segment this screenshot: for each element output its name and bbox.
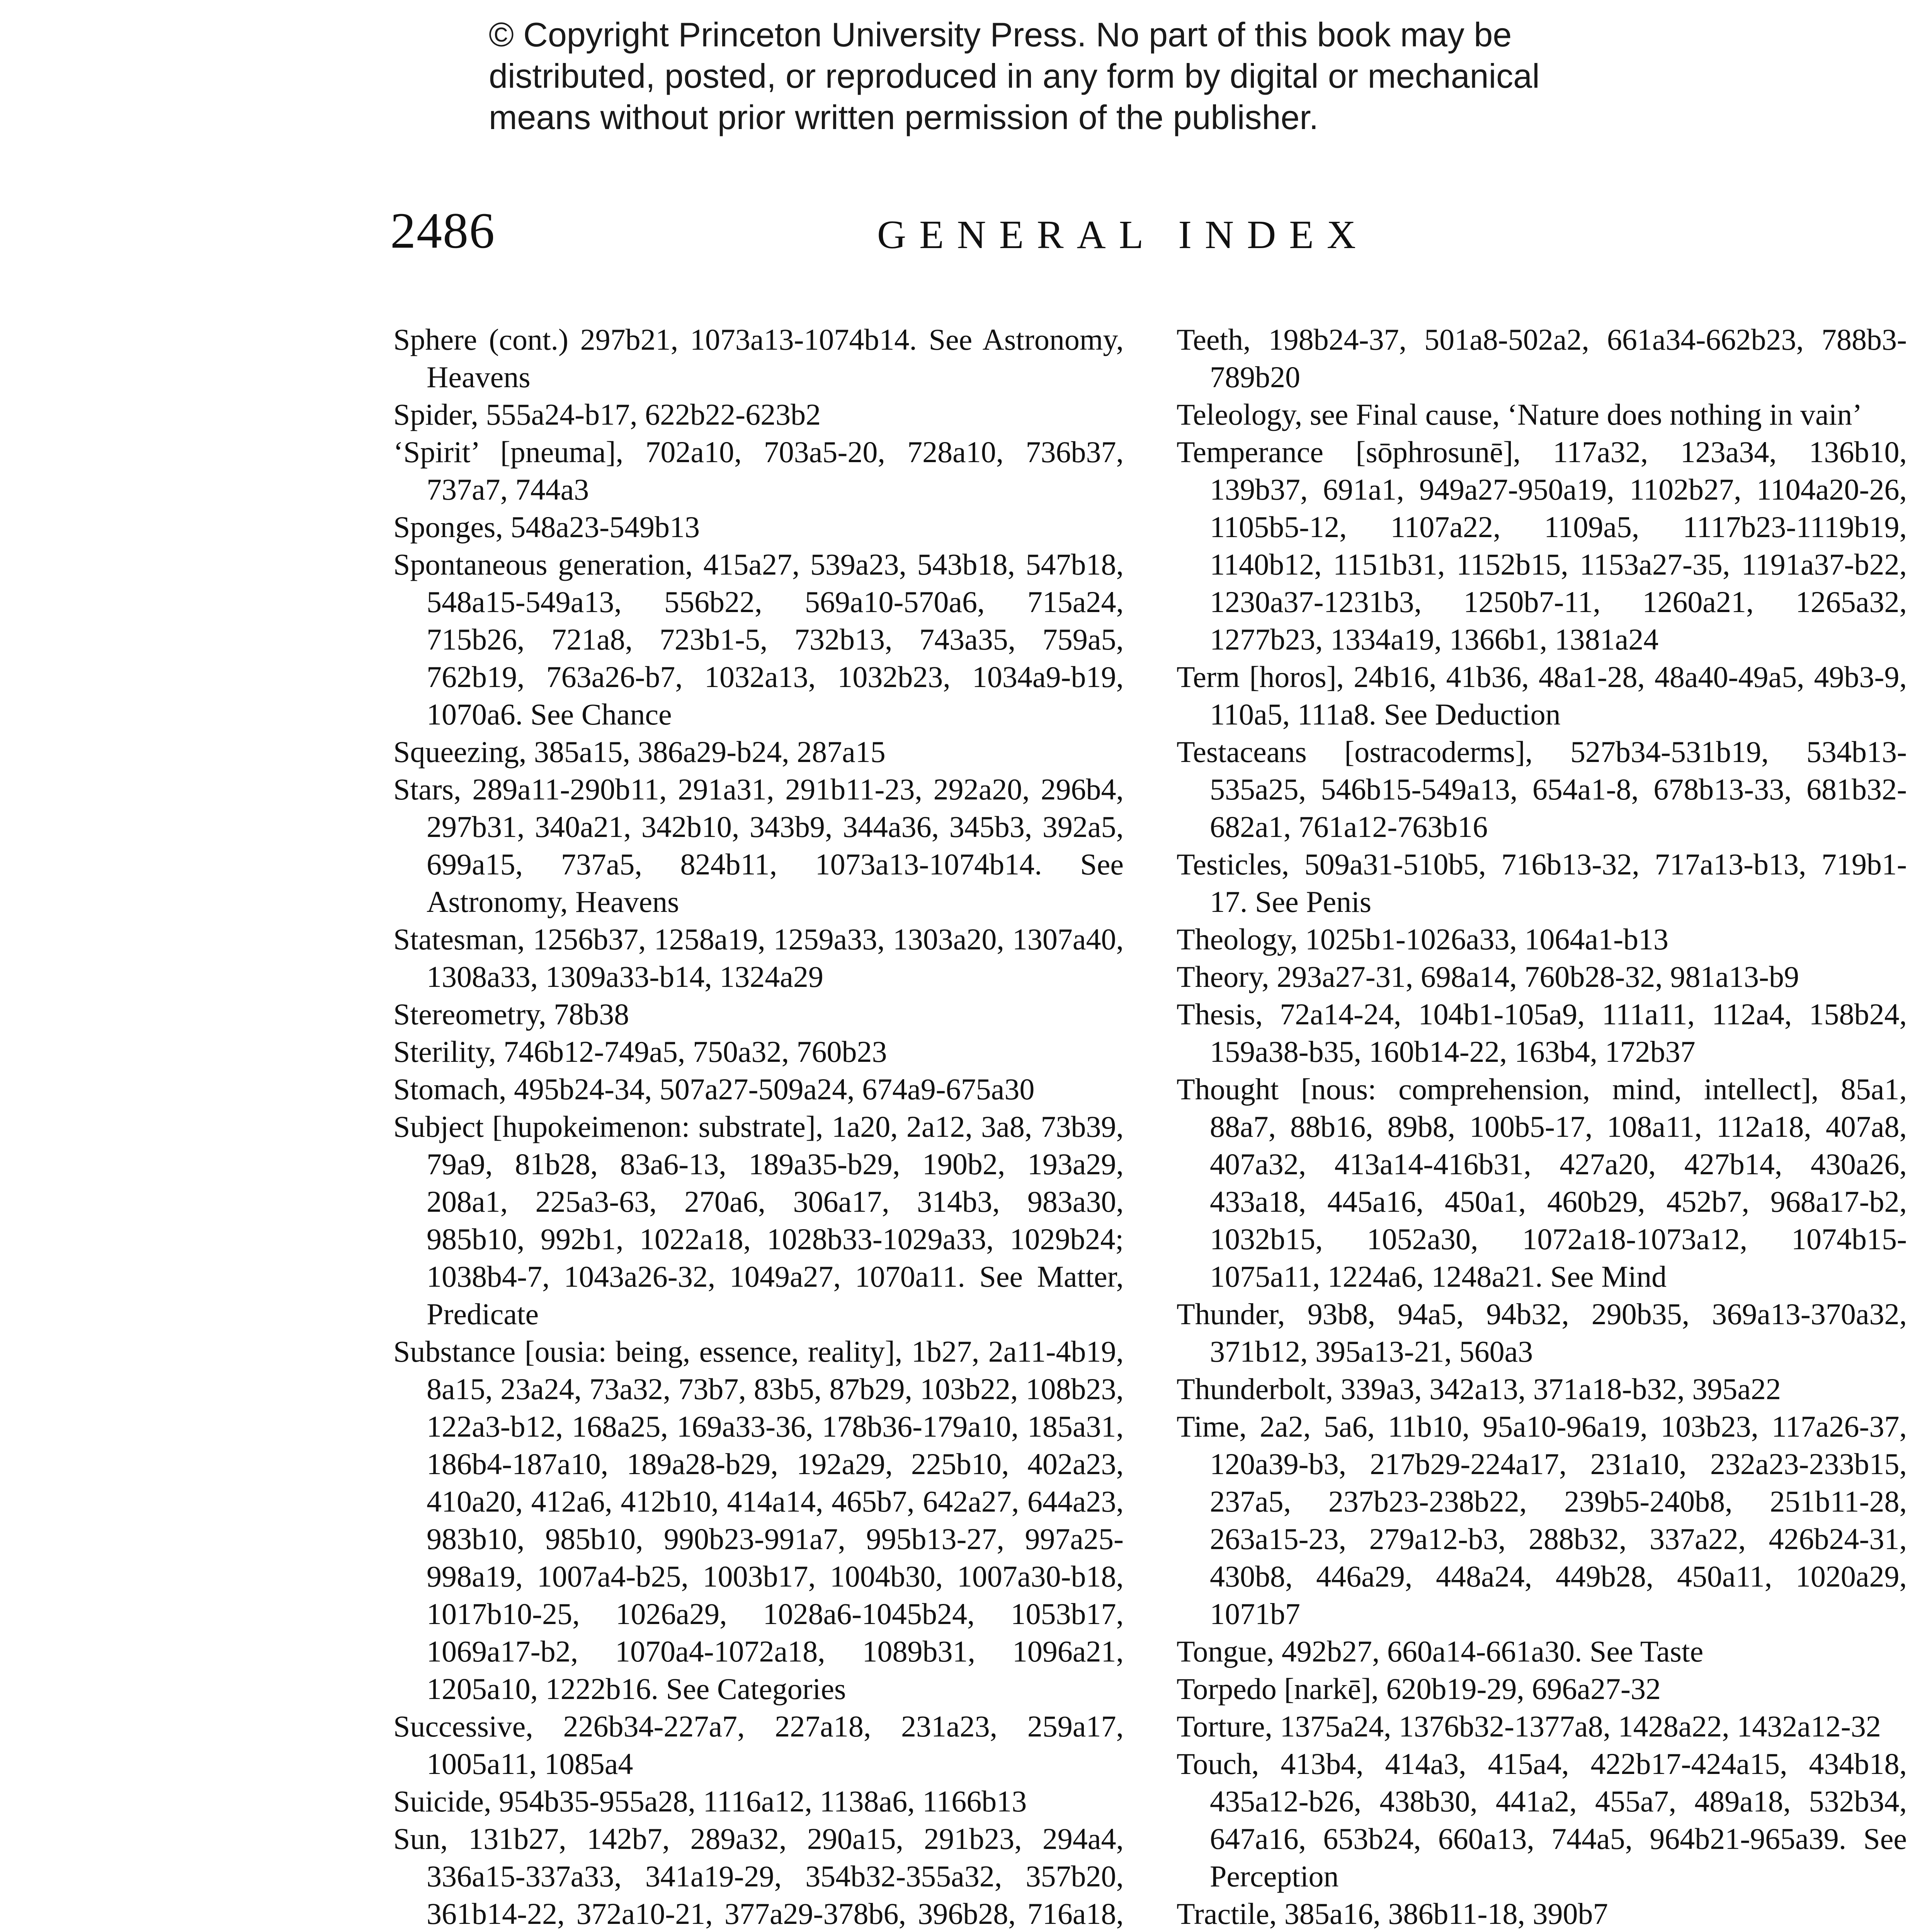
index-entry: Substance [ousia: being, essence, reality], 1b27, 2a11-4b19, 8a15, 23a24, 73a32, 73b7, 83b5, 87b29, 103b22, 108b23, 122a3-b12, 168a25, 169a33-36, 178b36-179a10, 185a31, 186b4-187a10, 189a28-b29, 192a29, 225b10, 402a23, 410a20, 412a6, 412b10, 414a14, 465b7, 642a27, 644a23, 983b10, 985b10, 990b23-991a7, 995b13-27, 997a25-998a19, 1007a4-b25, 1003b17, 1004b30, 1007a30-b18, 1017b10-25, 1026a29, 1028a6-1045b24, 1053b17, 1069a17-b2, 1070a4-1072a18, 1089b31, 1096a21, 1205a10, 1222b16. See Categories: [393, 1335, 1124, 1706]
index-entry: Theology, 1025b1-1026a33, 1064a1-b13: [1177, 922, 1669, 956]
index-entry: Thunder, 93b8, 94a5, 94b32, 290b35, 369a13-370a32, 371b12, 395a13-21, 560a3: [1177, 1297, 1907, 1368]
index-entry: Squeezing, 385a15, 386a29-b24, 287a15: [393, 735, 886, 769]
index-entry: Spider, 555a24-b17, 622b22-623b2: [393, 398, 821, 431]
index-entry: Thunderbolt, 339a3, 342a13, 371a18-b32, 395a22: [1177, 1372, 1781, 1406]
running-head: GENERAL INDEX: [877, 213, 1369, 257]
index-entry: Tongue, 492b27, 660a14-661a30. See Taste: [1177, 1634, 1704, 1668]
index-entry: Teeth, 198b24-37, 501a8-502a2, 661a34-662b23, 788b3-789b20: [1177, 323, 1907, 394]
index-entry: Theory, 293a27-31, 698a14, 760b28-32, 981a13-b9: [1177, 960, 1799, 993]
index-entry: Sun, 131b27, 142b7, 289a32, 290a15, 291b23, 294a4, 336a15-337a33, 341a19-29, 354b32-355a32, 357b20, 361b14-22, 372a10-21, 377a29-378b6, 396b28, 716a18,: [393, 1822, 1124, 1930]
index-column-left: [393, 321, 1124, 1932]
index-entry: Sponges, 548a23-549b13: [393, 510, 700, 544]
index-entry: Stereometry, 78b38: [393, 997, 629, 1031]
copyright-notice: [489, 14, 1764, 138]
index-entry: Successive, 226b34-227a7, 227a18, 231a23, 259a17, 1005a11, 1085a4: [393, 1709, 1124, 1781]
index-column-right: [1177, 321, 1907, 1932]
index-entry: ‘Spirit’ [pneuma], 702a10, 703a5-20, 728a10, 736b37, 737a7, 744a3: [393, 435, 1124, 506]
index-entry: Temperance [sōphrosunē], 117a32, 123a34, 136b10, 139b37, 691a1, 949a27-950a19, 1102b27, 1104a20-26, 1105b5-12, 1107a22, 1109a5, 1117b23-1119b19, 1140b12, 1151b31, 1152b15, 1153a27-35, 1191a37-b22, 1230a37-1231b3, 1250b7-11, 1260a21, 1265a32, 1277b23, 1334a19, 1366b1, 1381a24: [1177, 435, 1907, 656]
index-entry: Spontaneous generation, 415a27, 539a23, 543b18, 547b18, 548a15-549a13, 556b22, 569a10-570a6, 715a24, 715b26, 721a8, 723b1-5, 732b13, 743a35, 759a5, 762b19, 763a26-b7, 1032a13, 1032b23, 1034a9-b19, 1070a6. See Chance: [393, 548, 1124, 731]
index-entry: Stomach, 495b24-34, 507a27-509a24, 674a9-675a30: [393, 1072, 1035, 1106]
page-number: 2486: [390, 202, 495, 259]
index-entry: Subject [hupokeimenon: substrate], 1a20, 2a12, 3a8, 73b39, 79a9, 81b28, 83a6-13, 189a35-b29, 190b2, 193a29, 208a1, 225a3-63, 270a6, 306a17, 314b3, 983a30, 985b10, 992b1, 1022a18, 1028b33-1029a33, 1029b24; 1038b4-7, 1043a26-32, 1049a27, 1070a11. See Matter, Predicate: [393, 1110, 1124, 1331]
index-entry: Thesis, 72a14-24, 104b1-105a9, 111a11, 112a4, 158b24, 159a38-b35, 160b14-22, 163b4, 172b37: [1177, 997, 1907, 1068]
copyright-line: distributed, posted, or reproduced in any form by digital or mechanical: [489, 57, 1540, 95]
index-entry: Statesman, 1256b37, 1258a19, 1259a33, 1303a20, 1307a40, 1308a33, 1309a33-b14, 1324a29: [393, 922, 1124, 993]
index-entry: Torpedo [narkē], 620b19-29, 696a27-32: [1177, 1672, 1661, 1706]
index-entry: Time, 2a2, 5a6, 11b10, 95a10-96a19, 103b23, 117a26-37, 120a39-b3, 217b29-224a17, 231a10, 232a23-233b15, 237a5, 237b23-238b22, 239b5-240b8, 251b11-28, 263a15-23, 279a12-b3, 288b32, 337a22, 426b24-31, 430b8, 446a29, 448a24, 449b28, 450a11, 1020a29, 1071b7: [1177, 1410, 1907, 1631]
index-entry: Testicles, 509a31-510b5, 716b13-32, 717a13-b13, 719b1-17. See Penis: [1177, 847, 1907, 918]
copyright-line: means without prior written permission of the publisher.: [489, 98, 1319, 136]
index-entry: Touch, 413b4, 414a3, 415a4, 422b17-424a15, 434b18, 435a12-b26, 438b30, 441a2, 455a7, 489a18, 532b34, 647a16, 653b24, 660a13, 744a5, 964b21-965a39. See Perception: [1177, 1747, 1907, 1893]
index-entry: Sphere (cont.) 297b21, 1073a13-1074b14. See Astronomy, Heavens: [393, 323, 1124, 394]
index-entry: Testaceans [ostracoderms], 527b34-531b19, 534b13-535a25, 546b15-549a13, 654a1-8, 678b13-33, 681b32-682a1, 761a12-763b16: [1177, 735, 1907, 844]
index-entry: Thought [nous: comprehension, mind, intellect], 85a1, 88a7, 88b16, 89b8, 100b5-17, 108a11, 112a18, 407a8, 407a32, 413a14-416b31, 427a20, 427b14, 430a26, 433a18, 445a16, 450a1, 460b29, 452b7, 968a17-b2, 1032b15, 1052a30, 1072a18-1073a12, 1074b15-1075a11, 1224a6, 1248a21. See Mind: [1177, 1072, 1907, 1293]
copyright-line: © Copyright Princeton University Press. No part of this book may be: [489, 15, 1512, 54]
index-entry: Stars, 289a11-290b11, 291a31, 291b11-23, 292a20, 296b4, 297b31, 340a21, 342b10, 343b9, 344a36, 345b3, 392a5, 699a15, 737a5, 824b11, 1073a13-1074b14. See Astronomy, Heavens: [393, 772, 1124, 918]
index-entry: Torture, 1375a24, 1376b32-1377a8, 1428a22, 1432a12-32: [1177, 1709, 1881, 1743]
index-entry: Term [horos], 24b16, 41b36, 48a1-28, 48a40-49a5, 49b3-9, 110a5, 111a8. See Deduction: [1177, 660, 1907, 731]
index-entry: Teleology, see Final cause, ‘Nature does nothing in vain’: [1177, 398, 1862, 431]
index-entry: Sterility, 746b12-749a5, 750a32, 760b23: [393, 1035, 887, 1068]
index-entry: Suicide, 954b35-955a28, 1116a12, 1138a6, 1166b13: [393, 1784, 1027, 1818]
index-entry: Tractile, 385a16, 386b11-18, 390b7: [1177, 1897, 1608, 1930]
